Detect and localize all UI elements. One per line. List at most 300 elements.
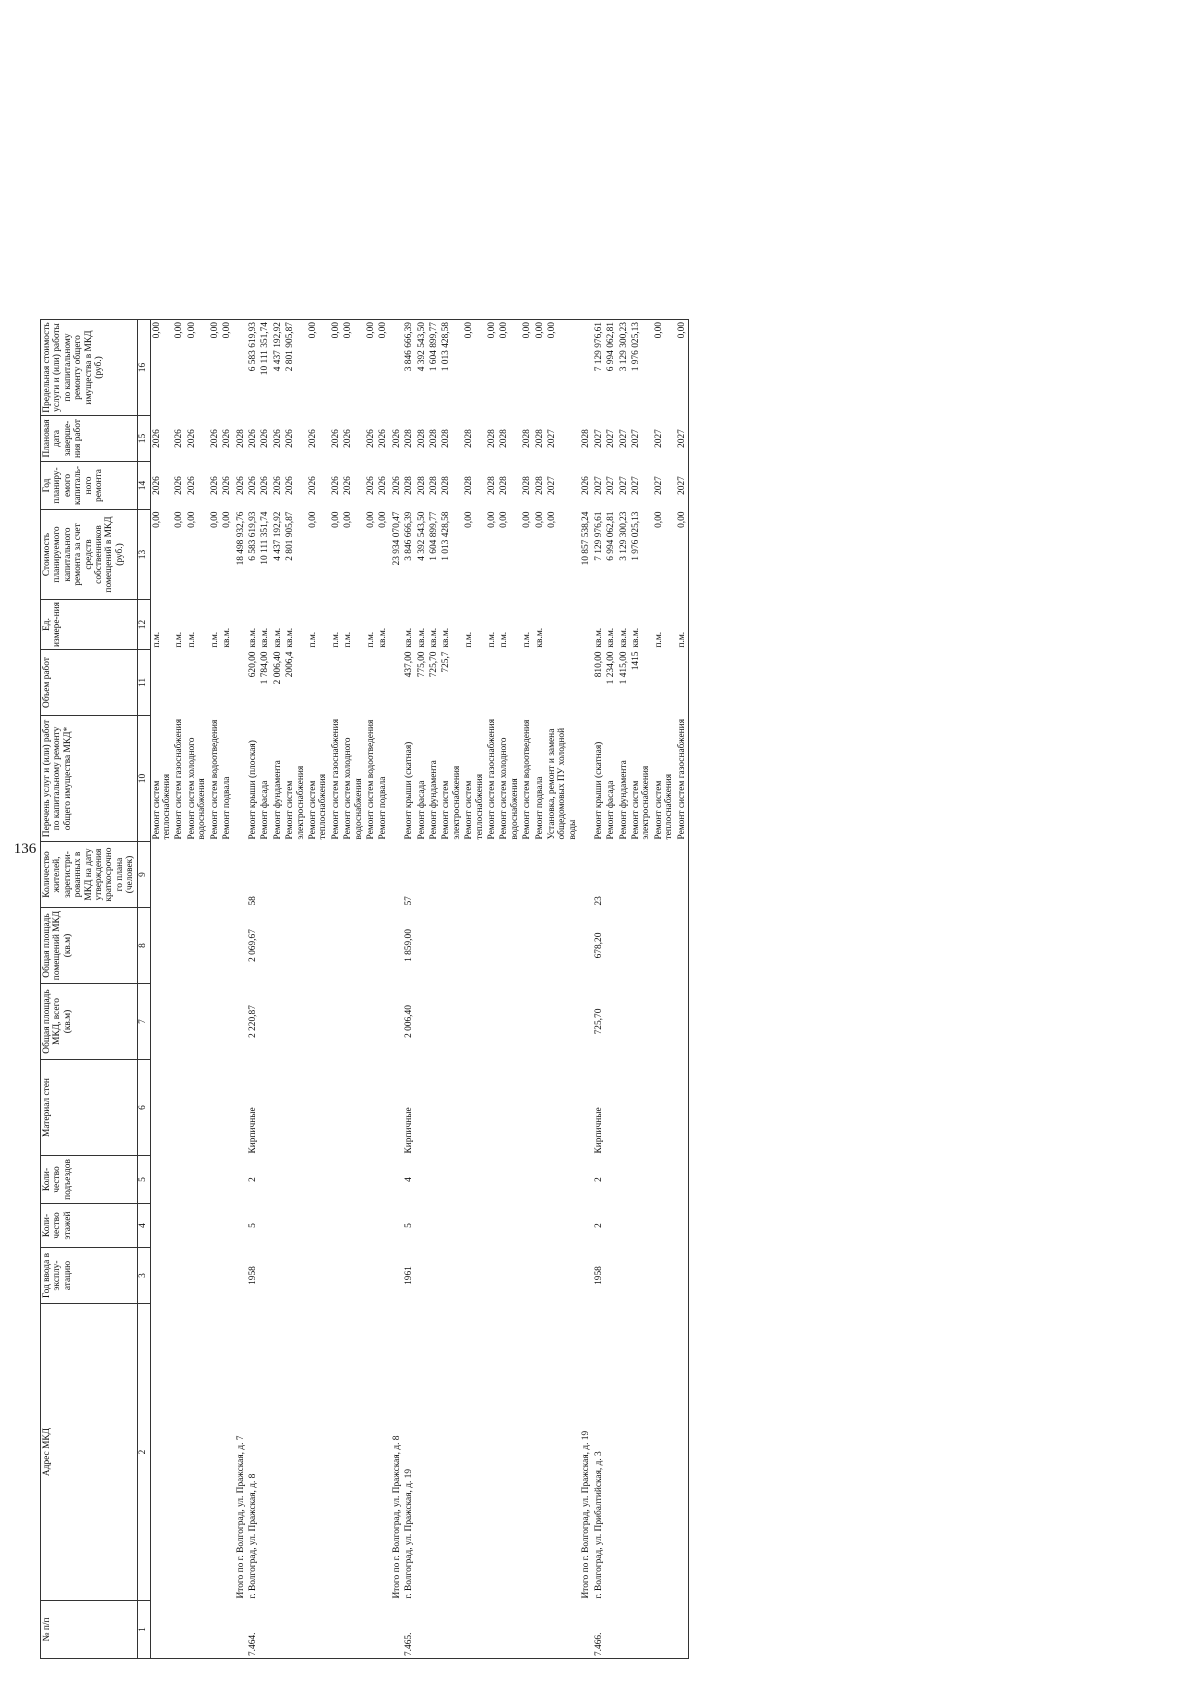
floors [284,1204,307,1248]
entrances [307,1156,330,1204]
column-header: Предельная стоимость услуги и (или) работы по капитальному ремонту общего имущества в МКД (руб.) [41,320,138,416]
planned-cost: 0,00 [487,511,498,528]
year-built: 1961 [404,1266,415,1285]
table-row [618,320,630,1659]
entrances [186,1156,209,1204]
work-volume [209,650,221,716]
wall-material: Кирпичные [404,1107,415,1154]
residents [221,842,233,908]
repair-year: 2027 [547,476,558,495]
wall-material [390,1060,403,1156]
table-row [342,320,365,1659]
address [463,1304,486,1601]
row-number [546,1601,579,1659]
floors [416,1204,428,1248]
address [342,1304,365,1601]
floors [546,1204,579,1248]
due-year: 2028 [464,429,475,448]
unit: п.м. [151,631,162,648]
floors [307,1204,330,1248]
residents [259,842,271,908]
cost-limit: 3 846 666,39 [404,322,415,372]
column-header: Общая площадь помещений МКД (кв.м) [41,908,138,984]
premises-area [209,908,221,984]
address [486,1304,498,1601]
column-header: Год ввода в эксплу-атацию [41,1248,138,1304]
premises-area [342,908,365,984]
planned-cost: 1 013 428,58 [441,511,452,561]
due-year: 2026 [247,429,258,448]
table-row [209,320,221,1659]
wall-material [284,1060,307,1156]
address [150,1304,173,1601]
column-header: Материал стен [41,1060,138,1156]
premises-area [390,908,403,984]
unit: кв.м. [441,627,452,648]
unit: кв.м. [534,627,545,648]
cost-limit: 0,00 [209,322,220,339]
table-row [221,320,233,1659]
residents [330,842,342,908]
residents [150,842,173,908]
total-area [342,984,365,1060]
work-type: Ремонт подвала [534,776,545,840]
year-built [521,1248,533,1304]
repair-year: 2026 [222,476,233,495]
unit: п.м. [174,631,185,648]
floors [342,1204,365,1248]
residents [342,842,365,908]
planned-cost: 7 129 976,61 [593,511,604,561]
repair-year: 2028 [416,476,427,495]
work-volume [534,650,546,716]
wall-material [342,1060,365,1156]
planned-cost: 18 498 932,76 [235,511,246,566]
total-area [365,984,377,1060]
premises-area [428,908,440,984]
due-year: 2028 [429,429,439,448]
year-built [342,1248,365,1304]
work-volume [173,650,185,716]
planned-cost: 3 129 300,23 [618,511,629,561]
address [546,1304,579,1601]
repair-year: 2026 [260,476,271,495]
planned-cost: 10 111 351,74 [260,511,271,565]
unit: п.м. [365,631,376,648]
column-number: 3 [137,1248,150,1304]
work-type: Ремонт систем холодного водоснабжения [499,737,520,840]
work-type: Ремонт фундамента [429,760,439,840]
year-built [534,1248,546,1304]
cost-limit: 0,00 [547,322,558,339]
entrances [330,1156,342,1204]
work-type [579,716,592,842]
work-type: Ремонт систем электроснабжения [441,765,462,840]
due-year: 2028 [416,429,427,448]
entrances [377,1156,389,1204]
floors [521,1204,533,1248]
row-number [618,1601,630,1659]
wall-material [259,1060,271,1156]
table-row [150,320,173,1659]
wall-material: Кирпичные [593,1107,604,1154]
due-year: 2028 [581,429,592,448]
total-area [209,984,221,1060]
entrances [221,1156,233,1204]
row-number [186,1601,209,1659]
wall-material [676,1060,689,1156]
residents: 57 [404,896,415,906]
work-volume [579,650,592,716]
total-area [463,984,486,1060]
floors [330,1204,342,1248]
repair-year: 2026 [330,476,341,495]
cost-limit: 4 392 543,50 [416,322,427,372]
entrances [676,1156,689,1204]
work-type: Ремонт фундамента [618,760,629,840]
column-number: 8 [137,908,150,984]
row-number [428,1601,440,1659]
repair-year: 2027 [618,476,629,495]
due-year: 2026 [378,429,389,448]
table-row [247,320,259,1659]
wall-material [365,1060,377,1156]
repair-year: 2028 [429,476,439,495]
entrances [390,1156,403,1204]
planned-cost: 6 994 062,81 [606,511,617,561]
residents [365,842,377,908]
year-built: 1958 [247,1266,258,1285]
row-number [173,1601,185,1659]
work-volume [463,650,486,716]
work-type: Ремонт систем теплоснабжения [151,773,173,840]
row-number [259,1601,271,1659]
year-built [428,1248,440,1304]
planned-cost: 0,00 [307,511,318,528]
work-volume: 775,00 [416,651,427,678]
due-year: 2028 [235,429,246,448]
residents [234,842,247,908]
work-volume: 1 784,00 [260,651,271,685]
row-number [630,1601,653,1659]
year-built [390,1248,403,1304]
wall-material [440,1060,463,1156]
total-area [546,984,579,1060]
residents [377,842,389,908]
work-volume: 810,00 [593,651,604,678]
floors [365,1204,377,1248]
address [605,1304,617,1601]
column-header: Объем работ [41,650,138,716]
residents [463,842,486,908]
cost-limit: 0,00 [464,322,475,339]
year-built [186,1248,209,1304]
residents [173,842,185,908]
planned-cost: 4 392 543,50 [416,511,427,561]
cost-limit [234,320,247,416]
entrances [521,1156,533,1204]
column-number: 1 [137,1601,150,1659]
due-year: 2027 [606,429,617,448]
address [428,1304,440,1601]
planned-cost: 23 934 070,47 [391,511,402,566]
repair-year: 2026 [272,476,283,495]
due-year: 2026 [186,429,197,448]
column-header: Ед. измере-ния [41,600,138,650]
work-type [234,716,247,842]
total-area [221,984,233,1060]
wall-material [428,1060,440,1156]
year-built [579,1248,592,1304]
column-number: 11 [137,650,150,716]
planned-cost: 0,00 [676,510,689,600]
table-row [377,320,389,1659]
residents [498,842,521,908]
row-number [150,1601,173,1659]
cost-limit: 0,00 [378,322,389,339]
address [330,1304,342,1601]
residents [630,842,653,908]
due-year: 2028 [487,429,498,448]
unit: кв.м. [429,627,439,648]
repair-year: 2027 [653,476,664,495]
floors [209,1204,221,1248]
repair-year: 2028 [522,476,533,495]
due-year: 2028 [441,429,452,448]
entrances [342,1156,365,1204]
column-number: 15 [137,416,150,462]
column-number: 16 [137,320,150,416]
floors [272,1204,284,1248]
premises-area [234,908,247,984]
total-area [428,984,440,1060]
premises-area [440,908,463,984]
table-header [41,320,151,1659]
floors [173,1204,185,1248]
cost-limit: 6 583 619,93 [247,322,258,372]
entrances [605,1156,617,1204]
table-row [440,320,463,1659]
wall-material [221,1060,233,1156]
premises-area [486,908,498,984]
planned-cost: 0,00 [330,511,341,528]
column-number: 12 [137,600,150,650]
cost-limit: 0,00 [676,320,689,416]
due-year: 2026 [365,429,376,448]
premises-area [630,908,653,984]
residents [209,842,221,908]
entrances [416,1156,428,1204]
table-row [186,320,209,1659]
cost-limit [579,320,592,416]
row-number [342,1601,365,1659]
address [498,1304,521,1601]
table-row [272,320,284,1659]
work-volume: 1415 [630,651,641,671]
entrances [259,1156,271,1204]
planned-cost: 1 976 025,13 [630,511,641,561]
residents [307,842,330,908]
residents [186,842,209,908]
row-number [653,1601,676,1659]
planned-cost: 0,00 [365,511,376,528]
due-year: 2027 [630,429,641,448]
total-area [579,984,592,1060]
cost-limit: 7 129 976,61 [593,322,604,372]
address [365,1304,377,1601]
premises-area: 2 069,67 [247,929,258,962]
cost-limit: 0,00 [499,322,510,339]
floors [150,1204,173,1248]
residents [416,842,428,908]
residents [653,842,676,908]
planned-cost: 2 801 905,87 [285,511,296,561]
floors [186,1204,209,1248]
total-area [498,984,521,1060]
planned-cost: 0,00 [547,511,558,528]
total-row [579,320,592,1659]
column-number: 2 [137,1304,150,1601]
residents [534,842,546,908]
repair-year: 2026 [174,476,185,495]
row-number [377,1601,389,1659]
wall-material [416,1060,428,1156]
column-header: Перечень услуг и (или) работ по капитальному ремонту общего имущества МКД* [41,716,138,842]
unit: кв.м. [285,627,296,648]
planned-cost: 0,00 [522,511,533,528]
column-number: 14 [137,462,150,510]
premises-area [546,908,579,984]
wall-material [234,1060,247,1156]
work-type: Ремонт крыши (скатная) [593,741,604,840]
work-volume: 2006,4 [285,651,296,678]
work-volume [486,650,498,716]
address [534,1304,546,1601]
address [653,1304,676,1601]
premises-area [579,908,592,984]
work-volume [365,650,377,716]
floors: 5 [404,1223,415,1228]
cost-limit: 3 129 300,23 [618,322,629,372]
residents [428,842,440,908]
floors [579,1204,592,1248]
total-area: 725,70 [593,1008,604,1035]
row-number [284,1601,307,1659]
unit: кв.м. [416,627,427,648]
entrances [234,1156,247,1204]
repair-year: 2026 [285,476,296,495]
due-year: 2027 [653,429,664,448]
repair-year: 2028 [534,476,545,495]
entrances [440,1156,463,1204]
table-row [546,320,579,1659]
address [209,1304,221,1601]
planned-cost: 0,00 [151,511,162,528]
unit: п.м. [186,631,197,648]
work-volume: 1 234,00 [606,651,617,685]
residents [579,842,592,908]
year-built [463,1248,486,1304]
due-year: 2026 [151,429,162,448]
total-area [605,984,617,1060]
table-row [403,320,415,1659]
total-area [272,984,284,1060]
unit: кв.м. [222,627,233,648]
cost-limit: 0,00 [653,322,664,339]
row-number [330,1601,342,1659]
work-volume: 725,7 [441,651,452,673]
entrances [365,1156,377,1204]
work-type: Ремонт систем холодного водоснабжения [343,737,364,840]
work-volume [521,650,533,716]
entrances [546,1156,579,1204]
total-area [307,984,330,1060]
due-year: 2026 [222,429,233,448]
table-row [307,320,330,1659]
due-year: 2028 [534,429,545,448]
entrances [428,1156,440,1204]
entrances [463,1156,486,1204]
entrances [284,1156,307,1204]
wall-material [330,1060,342,1156]
planned-cost: 0,00 [343,511,354,528]
wall-material [618,1060,630,1156]
work-type: Ремонт крыши (скатная) [404,741,415,840]
entrances [173,1156,185,1204]
total-area [330,984,342,1060]
table-row [173,320,185,1659]
entrances [486,1156,498,1204]
floors [390,1204,403,1248]
row-number [365,1601,377,1659]
residents [390,842,403,908]
table-row [676,320,689,1659]
residents [618,842,630,908]
work-volume [498,650,521,716]
year-built [440,1248,463,1304]
repair-year: 2028 [404,476,415,495]
row-number [463,1601,486,1659]
total-area [630,984,653,1060]
total-area [653,984,676,1060]
total-area [186,984,209,1060]
table-row [498,320,521,1659]
year-built [234,1248,247,1304]
cost-limit: 0,00 [151,322,162,339]
table-row [605,320,617,1659]
total-area [486,984,498,1060]
total-area [534,984,546,1060]
column-header: № п/п [41,1601,138,1659]
due-year: 2028 [499,429,510,448]
unit: п.м. [522,631,533,648]
unit: п.м. [307,631,318,648]
work-type [390,716,403,842]
work-volume [234,650,247,716]
row-number [234,1601,247,1659]
unit: п.м. [676,600,689,650]
total-area [521,984,533,1060]
page-number: 136 [13,841,37,857]
row-number [579,1601,592,1659]
address: г. Волгоград, ул. Пражская, д. 19 [404,1468,415,1599]
cost-limit: 1 976 025,13 [630,322,641,372]
year-built [416,1248,428,1304]
repair-year: 2027 [593,476,604,495]
repair-year: 2026 [209,476,220,495]
address [521,1304,533,1601]
column-header: Общая площадь МКД, всего (кв.м) [41,984,138,1060]
